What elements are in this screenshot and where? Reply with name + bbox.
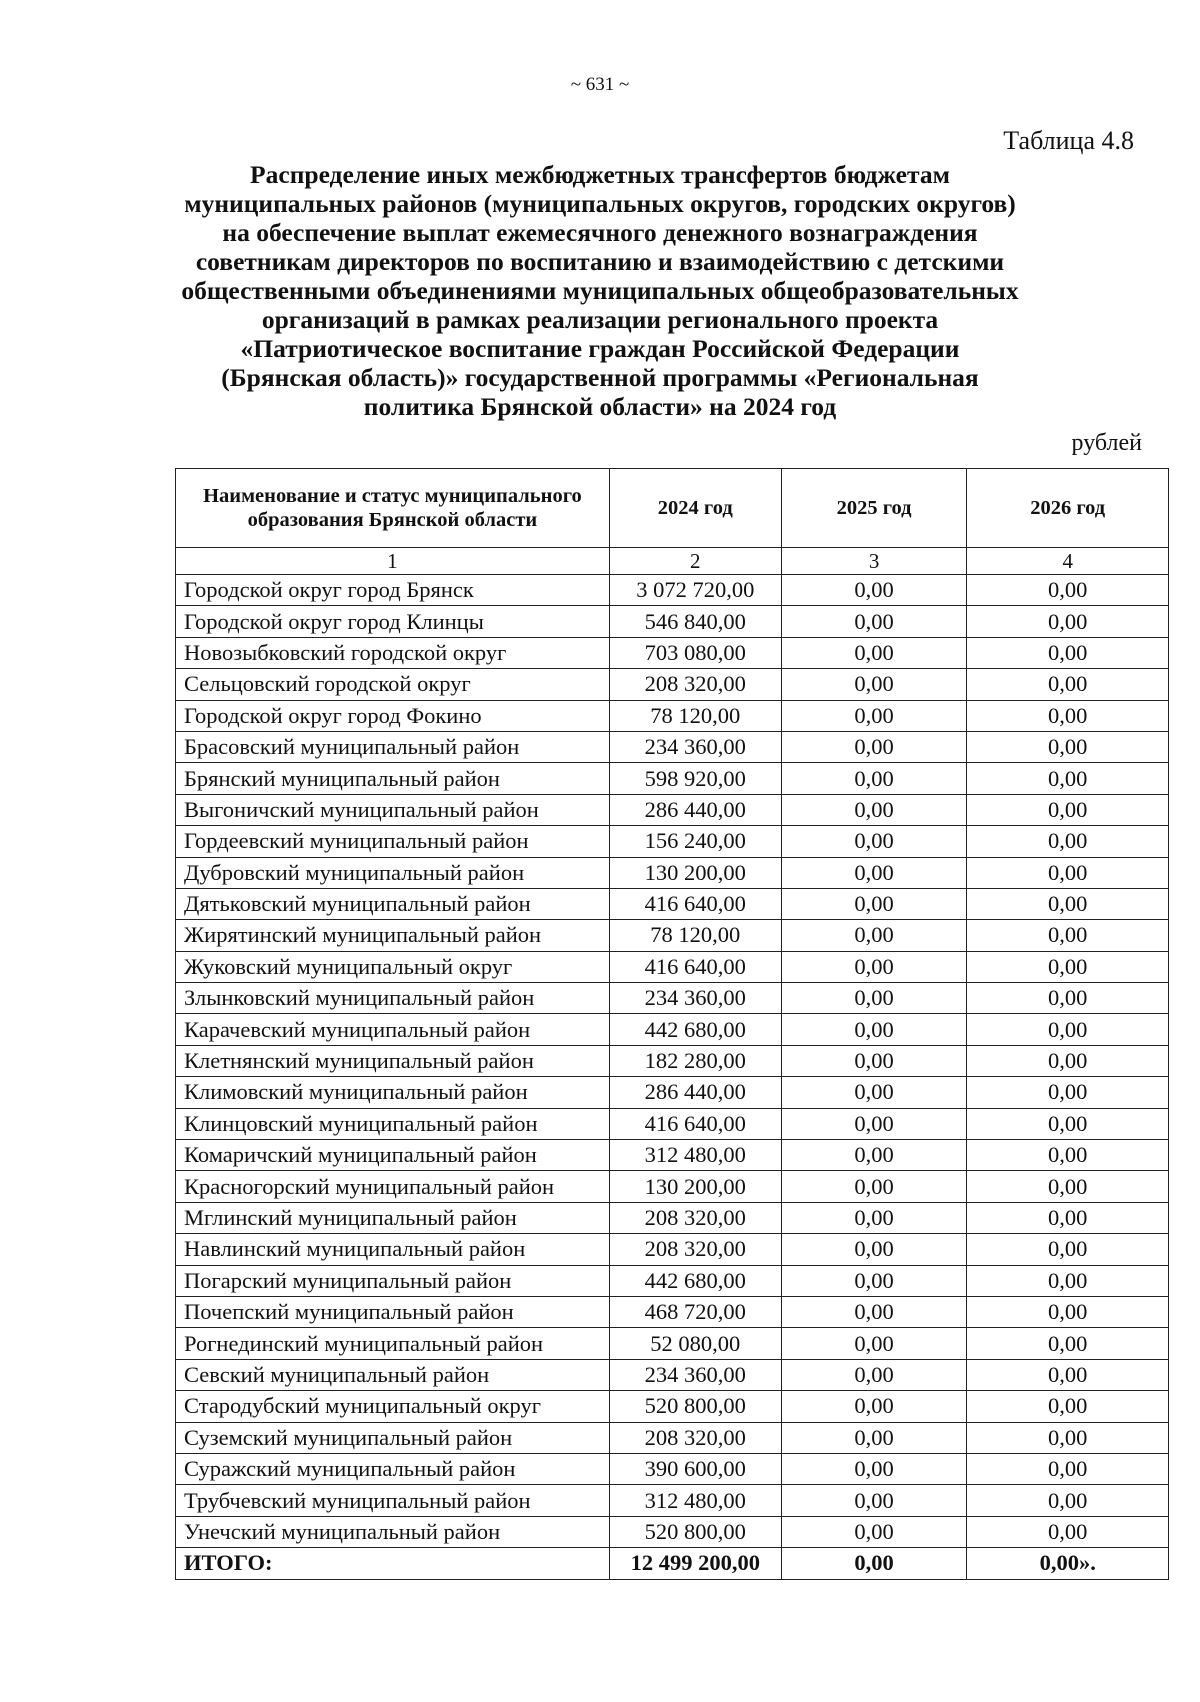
column-number: 3: [781, 548, 967, 575]
amount-2025: 0,00: [781, 1359, 967, 1390]
table-row: [176, 1014, 1169, 1045]
amount-2026: 0,00: [967, 1328, 1169, 1359]
municipality-name: Суземский муниципальный район: [176, 1422, 610, 1453]
amount-2026: 0,00: [967, 575, 1169, 606]
municipality-name: Выгоничский муниципальный район: [176, 794, 610, 825]
table-row: [176, 669, 1169, 700]
amount-2026: 0,00: [967, 1140, 1169, 1171]
column-number: 1: [176, 548, 610, 575]
amount-2024: 182 280,00: [609, 1045, 781, 1076]
table-row: [176, 1140, 1169, 1171]
amount-2024: 520 800,00: [609, 1391, 781, 1422]
amount-2024: 130 200,00: [609, 857, 781, 888]
amount-2025: 0,00: [781, 575, 967, 606]
amount-2026: 0,00: [967, 983, 1169, 1014]
municipality-name: Клетнянский муниципальный район: [176, 1045, 610, 1076]
municipality-name: Брасовский муниципальный район: [176, 731, 610, 762]
municipality-name: Городской округ город Фокино: [176, 700, 610, 731]
total-2025: 0,00: [781, 1548, 967, 1579]
amount-2026: 0,00: [967, 857, 1169, 888]
column-numbers-row: [176, 548, 1169, 575]
amount-2026: 0,00: [967, 888, 1169, 919]
amount-2024: 546 840,00: [609, 606, 781, 637]
title-line: советникам директоров по воспитанию и взаимодействию с детскими: [195, 247, 1005, 276]
amount-2025: 0,00: [781, 1516, 967, 1547]
amount-2026: 0,00: [967, 1516, 1169, 1547]
title-line: политика Брянской области» на 2024 год: [363, 392, 837, 421]
total-2026: 0,00».: [967, 1548, 1169, 1579]
municipality-name: Мглинский муниципальный район: [176, 1202, 610, 1233]
amount-2024: 208 320,00: [609, 1234, 781, 1265]
page-number: ~ 631 ~: [570, 74, 630, 95]
total-row: [176, 1548, 1169, 1579]
amount-2024: 312 480,00: [609, 1485, 781, 1516]
amount-2025: 0,00: [781, 763, 967, 794]
amount-2024: 416 640,00: [609, 951, 781, 982]
amount-2025: 0,00: [781, 1171, 967, 1202]
amount-2026: 0,00: [967, 1265, 1169, 1296]
table-row: [176, 1296, 1169, 1327]
amount-2025: 0,00: [781, 1077, 967, 1108]
header-name: Наименование и статус муниципального образования Брянской области: [176, 469, 610, 548]
amount-2026: 0,00: [967, 1391, 1169, 1422]
amount-2024: 442 680,00: [609, 1265, 781, 1296]
amount-2025: 0,00: [781, 826, 967, 857]
amount-2025: 0,00: [781, 1296, 967, 1327]
amount-2026: 0,00: [967, 700, 1169, 731]
amount-2024: 78 120,00: [609, 700, 781, 731]
amount-2026: 0,00: [967, 1485, 1169, 1516]
amount-2025: 0,00: [781, 983, 967, 1014]
table-header-row: [176, 469, 1169, 548]
municipality-name: Красногорский муниципальный район: [176, 1171, 610, 1202]
table-row: [176, 731, 1169, 762]
table-row: [176, 951, 1169, 982]
amount-2026: 0,00: [967, 826, 1169, 857]
municipality-name: Брянский муниципальный район: [176, 763, 610, 794]
amount-2025: 0,00: [781, 857, 967, 888]
amount-2024: 208 320,00: [609, 1202, 781, 1233]
municipality-name: Севский муниципальный район: [176, 1359, 610, 1390]
amount-2024: 703 080,00: [609, 637, 781, 668]
amount-2024: 286 440,00: [609, 1077, 781, 1108]
amount-2025: 0,00: [781, 606, 967, 637]
amount-2025: 0,00: [781, 1328, 967, 1359]
column-number: 4: [967, 548, 1169, 575]
amount-2024: 3 072 720,00: [609, 575, 781, 606]
amount-2025: 0,00: [781, 794, 967, 825]
amount-2025: 0,00: [781, 1202, 967, 1233]
table-row: [176, 1359, 1169, 1390]
table-row: [176, 1516, 1169, 1547]
table-row: [176, 575, 1169, 606]
amount-2024: 234 360,00: [609, 1359, 781, 1390]
amount-2025: 0,00: [781, 1485, 967, 1516]
table-row: [176, 1265, 1169, 1296]
municipality-name: Жуковский муниципальный округ: [176, 951, 610, 982]
amount-2024: 208 320,00: [609, 1422, 781, 1453]
municipality-name: Навлинский муниципальный район: [176, 1234, 610, 1265]
municipality-name: Рогнединский муниципальный район: [176, 1328, 610, 1359]
amount-2026: 0,00: [967, 1234, 1169, 1265]
municipality-name: Жирятинский муниципальный район: [176, 920, 610, 951]
amount-2024: 286 440,00: [609, 794, 781, 825]
amount-2026: 0,00: [967, 763, 1169, 794]
municipality-name: Унечский муниципальный район: [176, 1516, 610, 1547]
amount-2026: 0,00: [967, 951, 1169, 982]
municipality-name: Новозыбковский городской округ: [176, 637, 610, 668]
amount-2025: 0,00: [781, 1265, 967, 1296]
table-row: [176, 857, 1169, 888]
title-line: Распределение иных межбюджетных трансфертов бюджетам: [250, 160, 950, 189]
amount-2025: 0,00: [781, 1108, 967, 1139]
table-row: [176, 1391, 1169, 1422]
title-line: на обеспечение выплат ежемесячного денежного вознаграждения: [222, 218, 978, 247]
amount-2024: 390 600,00: [609, 1453, 781, 1484]
table-row: [176, 700, 1169, 731]
municipality-name: Городской округ город Клинцы: [176, 606, 610, 637]
title-line: общественными объединениями муниципальных общеобразовательных: [181, 276, 1019, 305]
municipality-name: Городской округ город Брянск: [176, 575, 610, 606]
municipality-name: Трубчевский муниципальный район: [176, 1485, 610, 1516]
amount-2026: 0,00: [967, 1422, 1169, 1453]
table-row: [176, 826, 1169, 857]
table-row: [176, 606, 1169, 637]
table-row: [176, 1171, 1169, 1202]
table-label: Таблица 4.8: [1003, 126, 1134, 155]
transfers-table: [175, 468, 1169, 1580]
amount-2025: 0,00: [781, 1045, 967, 1076]
amount-2024: 52 080,00: [609, 1328, 781, 1359]
amount-2025: 0,00: [781, 1014, 967, 1045]
amount-2026: 0,00: [967, 1202, 1169, 1233]
municipality-name: Злынковский муниципальный район: [176, 983, 610, 1014]
amount-2025: 0,00: [781, 888, 967, 919]
table-row: [176, 920, 1169, 951]
table-row: [176, 637, 1169, 668]
amount-2026: 0,00: [967, 731, 1169, 762]
municipality-name: Дубровский муниципальный район: [176, 857, 610, 888]
title-line: (Брянская область)» государственной программы «Региональная: [221, 363, 979, 392]
amount-2026: 0,00: [967, 794, 1169, 825]
amount-2025: 0,00: [781, 669, 967, 700]
header-2024: 2024 год: [609, 469, 781, 548]
title-line: муниципальных районов (муниципальных округов, городских округов): [184, 189, 1016, 218]
municipality-name: Комаричский муниципальный район: [176, 1140, 610, 1171]
table-row: [176, 1108, 1169, 1139]
header-2025: 2025 год: [781, 469, 967, 548]
table-row: [176, 1202, 1169, 1233]
amount-2024: 78 120,00: [609, 920, 781, 951]
amount-2025: 0,00: [781, 1140, 967, 1171]
amount-2025: 0,00: [781, 700, 967, 731]
total-2024: 12 499 200,00: [609, 1548, 781, 1579]
amount-2025: 0,00: [781, 1234, 967, 1265]
table-row: [176, 1077, 1169, 1108]
municipality-name: Суражский муниципальный район: [176, 1453, 610, 1484]
amount-2024: 130 200,00: [609, 1171, 781, 1202]
municipality-name: Климовский муниципальный район: [176, 1077, 610, 1108]
amount-2024: 416 640,00: [609, 1108, 781, 1139]
total-label: ИТОГО:: [176, 1548, 610, 1579]
amount-2024: 156 240,00: [609, 826, 781, 857]
units-label: рублей: [1071, 430, 1142, 456]
amount-2025: 0,00: [781, 731, 967, 762]
amount-2026: 0,00: [967, 669, 1169, 700]
table-row: [176, 1422, 1169, 1453]
amount-2026: 0,00: [967, 1014, 1169, 1045]
table-row: [176, 1045, 1169, 1076]
amount-2026: 0,00: [967, 1045, 1169, 1076]
amount-2024: 234 360,00: [609, 983, 781, 1014]
municipality-name: Стародубский муниципальный округ: [176, 1391, 610, 1422]
amount-2026: 0,00: [967, 1359, 1169, 1390]
amount-2026: 0,00: [967, 1453, 1169, 1484]
municipality-name: Сельцовский городской округ: [176, 669, 610, 700]
municipality-name: Гордеевский муниципальный район: [176, 826, 610, 857]
header-2026: 2026 год: [967, 469, 1169, 548]
amount-2024: 312 480,00: [609, 1140, 781, 1171]
table-row: [176, 763, 1169, 794]
table-row: [176, 794, 1169, 825]
amount-2026: 0,00: [967, 1171, 1169, 1202]
amount-2025: 0,00: [781, 920, 967, 951]
municipality-name: Клинцовский муниципальный район: [176, 1108, 610, 1139]
amount-2026: 0,00: [967, 1108, 1169, 1139]
amount-2025: 0,00: [781, 1422, 967, 1453]
table-row: [176, 983, 1169, 1014]
municipality-name: Карачевский муниципальный район: [176, 1014, 610, 1045]
amount-2024: 442 680,00: [609, 1014, 781, 1045]
table-row: [176, 888, 1169, 919]
amount-2025: 0,00: [781, 951, 967, 982]
amount-2026: 0,00: [967, 637, 1169, 668]
amount-2026: 0,00: [967, 1077, 1169, 1108]
amount-2024: 234 360,00: [609, 731, 781, 762]
title-line: организаций в рамках реализации регионального проекта: [261, 305, 939, 334]
column-number: 2: [609, 548, 781, 575]
table-row: [176, 1485, 1169, 1516]
municipality-name: Почепский муниципальный район: [176, 1296, 610, 1327]
amount-2026: 0,00: [967, 1296, 1169, 1327]
amount-2025: 0,00: [781, 1391, 967, 1422]
amount-2025: 0,00: [781, 637, 967, 668]
amount-2024: 520 800,00: [609, 1516, 781, 1547]
amount-2026: 0,00: [967, 920, 1169, 951]
amount-2024: 598 920,00: [609, 763, 781, 794]
amount-2024: 416 640,00: [609, 888, 781, 919]
table-row: [176, 1453, 1169, 1484]
document-title: [170, 160, 1030, 421]
municipality-name: Дятьковский муниципальный район: [176, 888, 610, 919]
amount-2024: 468 720,00: [609, 1296, 781, 1327]
amount-2024: 208 320,00: [609, 669, 781, 700]
municipality-name: Погарский муниципальный район: [176, 1265, 610, 1296]
table-row: [176, 1328, 1169, 1359]
amount-2025: 0,00: [781, 1453, 967, 1484]
table-row: [176, 1234, 1169, 1265]
amount-2026: 0,00: [967, 606, 1169, 637]
title-line: «Патриотическое воспитание граждан Российской Федерации: [240, 334, 960, 363]
